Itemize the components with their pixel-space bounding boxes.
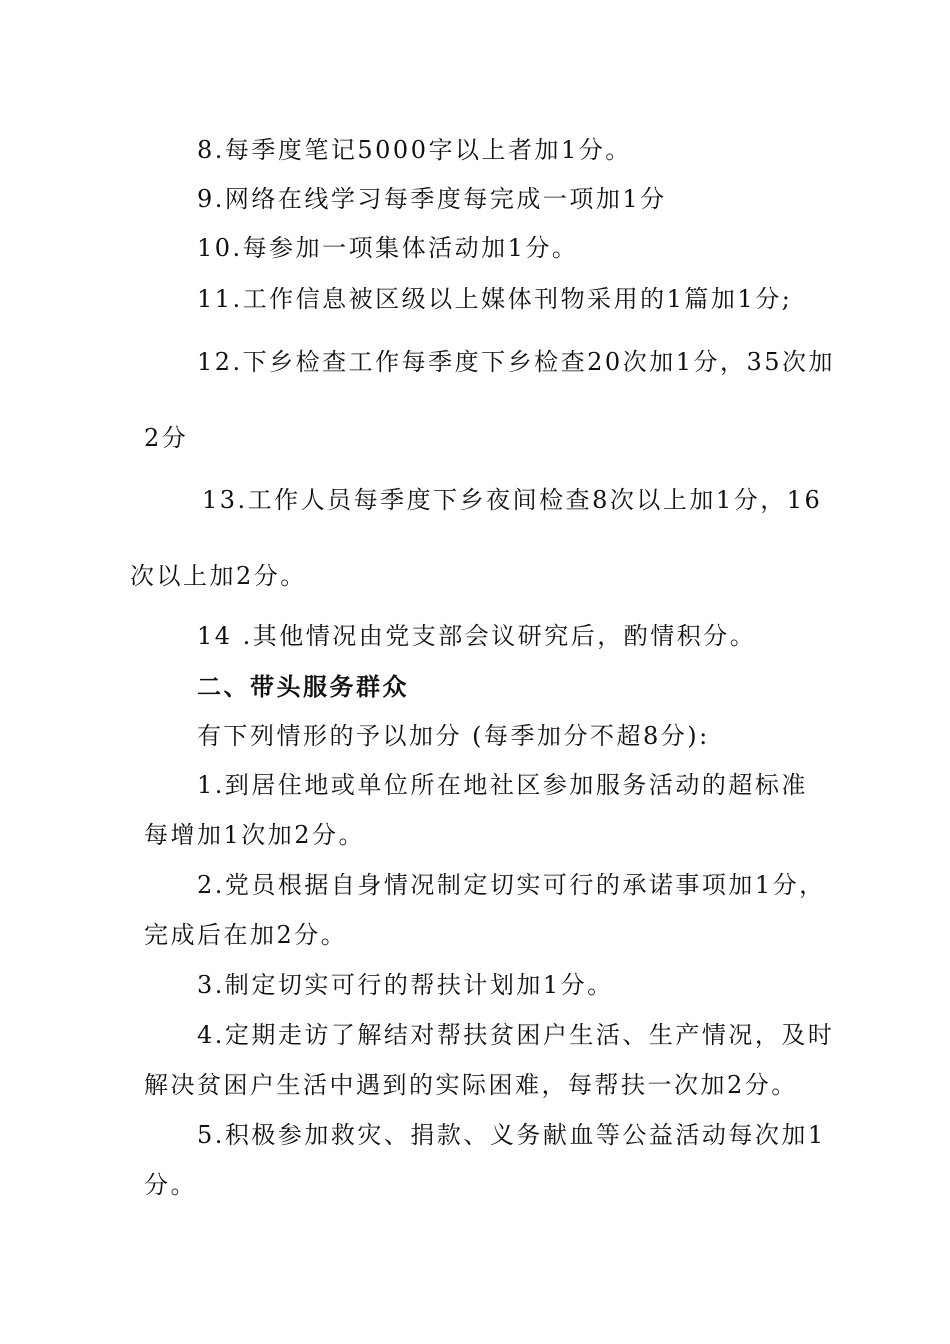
service-item-5-line: 5.积极参加救灾、捐款、义务献血等公益活动每次加1 [197,1121,826,1149]
item-13-line: 13.工作人员每季度下乡夜间检查8次以上加1分，16 [202,486,823,514]
service-item-1-continuation: 每增加1次加2分。 [144,821,366,849]
service-item-3-line: 3.制定切实可行的帮扶计划加1分。 [197,971,614,999]
service-item-2-line: 2.党员根据自身情况制定切实可行的承诺事项加1分， [197,871,826,899]
item-13-continuation: 次以上加2分。 [130,562,307,590]
item-12-line: 12.下乡检查工作每季度下乡检查20次加1分，35次加 [197,348,836,376]
service-item-5-continuation: 分。 [144,1171,197,1199]
item-8-line: 8.每季度笔记5000字以上者加1分。 [197,136,632,164]
section-intro: 有下列情形的予以加分 (每季加分不超8分): [197,722,710,750]
service-item-4-continuation: 解决贫困户生活中遇到的实际困难，每帮扶一次加2分。 [144,1071,798,1099]
item-11-line: 11.工作信息被区级以上媒体刊物采用的1篇加1分; [197,285,793,313]
section-heading: 二、带头服务群众 [197,673,409,701]
item-9-line: 9.网络在线学习每季度每完成一项加1分 [197,185,667,213]
item-12-continuation: 2分 [144,424,189,452]
service-item-4-line: 4.定期走访了解结对帮扶贫困户生活、生产情况，及时 [197,1021,835,1049]
item-10-line: 10.每参加一项集体活动加1分。 [197,234,579,262]
service-item-2-continuation: 完成后在加2分。 [144,921,348,949]
service-item-1-line: 1.到居住地或单位所在地社区参加服务活动的超标准 [197,771,808,799]
item-14-line: 14 .其他情况由党支部会议研究后，酌情积分。 [197,622,757,650]
